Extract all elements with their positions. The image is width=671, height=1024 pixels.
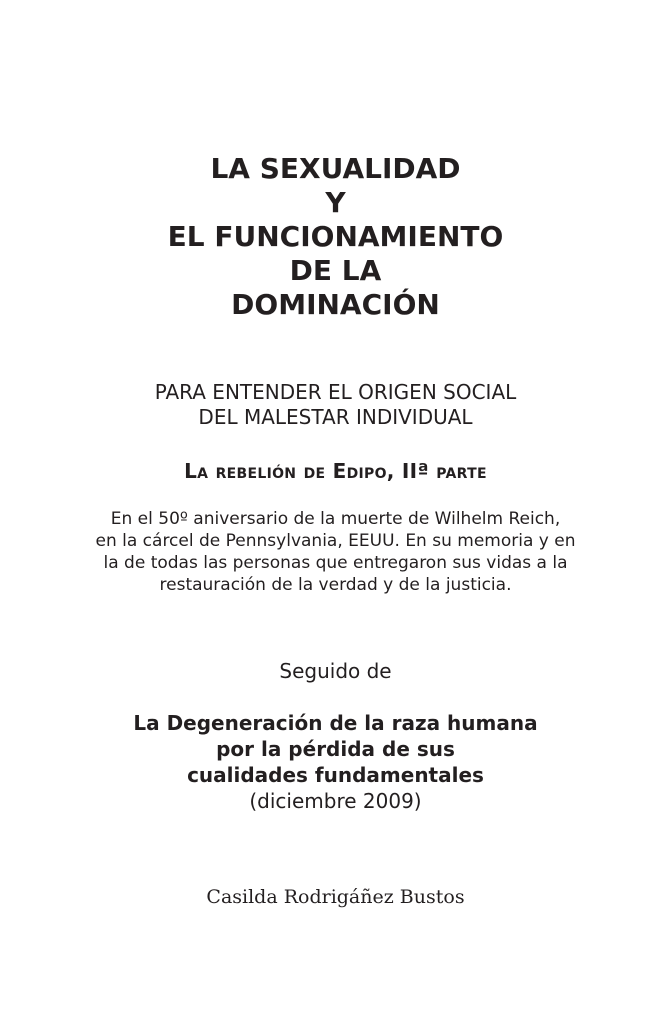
dedication xyxy=(0,508,671,596)
followed-by-label: Seguido de xyxy=(279,659,392,683)
dedication-line: En el 50º aniversario de la muerte de Wilhelm Reich, xyxy=(110,509,561,529)
dedication-line: la de todas las personas que entregaron sus vidas a la xyxy=(103,553,568,573)
author-name: Casilda Rodrigáñez Bustos xyxy=(206,886,465,908)
book-title-line: DOMINACIÓN xyxy=(231,288,440,321)
book-subtitle-line: PARA ENTENDER EL ORIGEN SOCIAL xyxy=(154,380,517,404)
series-title: La rebelión de Edipo, IIª parte xyxy=(184,459,487,483)
book-subtitle xyxy=(0,380,671,430)
dedication-line: en la cárcel de Pennsylvania, EEUU. En su memoria y en xyxy=(95,531,576,551)
second-work-title-line: por la pérdida de sus xyxy=(216,737,455,761)
book-subtitle-line: DEL MALESTAR INDIVIDUAL xyxy=(198,405,473,429)
book-title-line: LA SEXUALIDAD xyxy=(210,152,461,185)
book-title-line: EL FUNCIONAMIENTO xyxy=(167,220,504,253)
book-title xyxy=(0,152,671,322)
book-title-line: DE LA xyxy=(289,254,382,287)
dedication-line: restauración de la verdad y de la justicia. xyxy=(159,575,512,595)
second-work-title-line: La Degeneración de la raza humana xyxy=(133,711,538,735)
second-work-title-line: cualidades fundamentales xyxy=(187,763,484,787)
publication-date: (diciembre 2009) xyxy=(249,789,422,813)
book-title-line: Y xyxy=(325,186,346,219)
second-work-title xyxy=(0,710,671,788)
